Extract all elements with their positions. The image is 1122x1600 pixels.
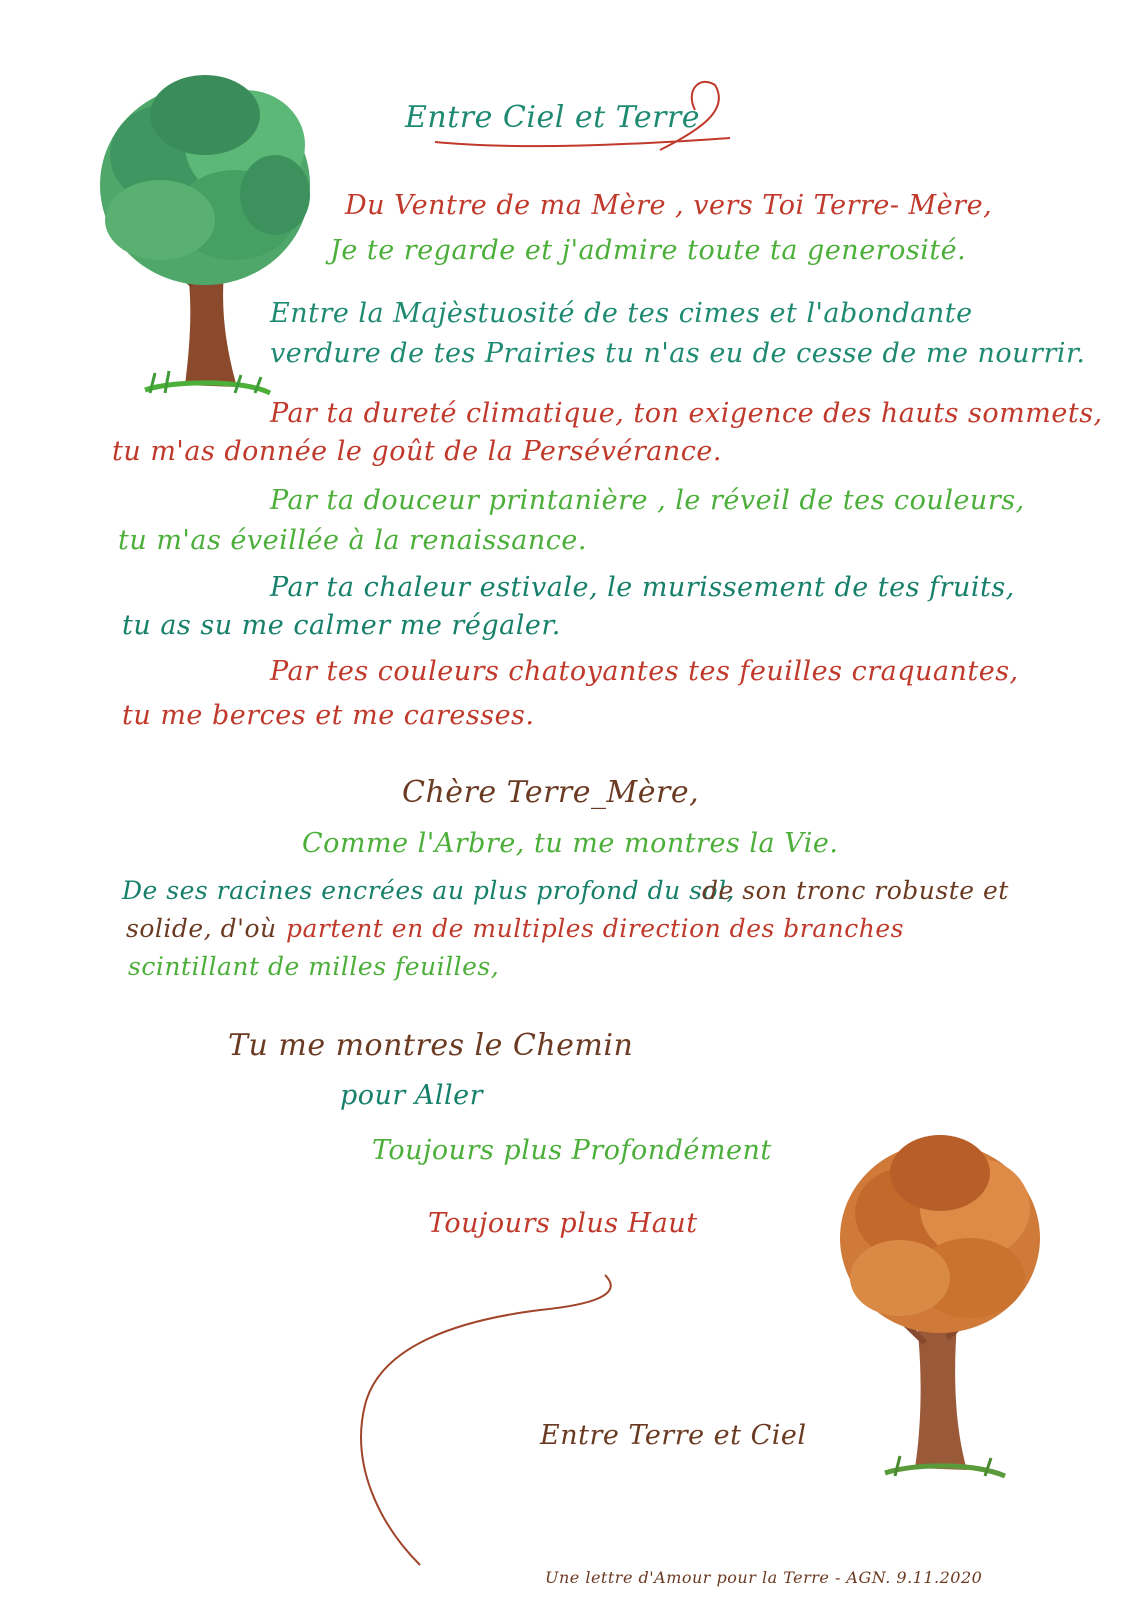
- roots-line-2b: partent en de multiples direction des branches: [286, 914, 904, 943]
- chemin-line: pour Aller: [340, 1080, 484, 1111]
- verse-line: tu as su me calmer me régaler.: [122, 610, 561, 641]
- verse-line: Par ta dureté climatique, ton exigence des hauts sommets,: [270, 398, 1103, 429]
- verse-line: Entre la Majèstuosité de tes cimes et l'abondante: [270, 298, 973, 329]
- verse-line: Je te regarde et j'admire toute ta generosité.: [330, 235, 967, 266]
- roots-line-3: scintillant de milles feuilles,: [128, 952, 500, 981]
- chemin-line: Tu me montres le Chemin: [228, 1028, 634, 1063]
- verse-line: tu me berces et me caresses.: [122, 700, 535, 731]
- verse-line: Par ta douceur printanière , le réveil de tes couleurs,: [270, 485, 1025, 516]
- arbre-line: Comme l'Arbre, tu me montres la Vie.: [302, 828, 839, 859]
- signature: Une lettre d'Amour pour la Terre - AGN. 9.11.2020: [545, 1568, 983, 1587]
- closing-line: Entre Terre et Ciel: [540, 1420, 807, 1451]
- verse-line: verdure de tes Prairies tu n'as eu de cesse de me nourrir.: [270, 338, 1086, 369]
- roots-line-1a: De ses racines encrées au plus profond du sol,: [122, 876, 735, 905]
- page-title: Entre Ciel et Terre: [405, 100, 701, 135]
- roots-line-2a: solide, d'où: [126, 914, 277, 943]
- chemin-line: Toujours plus Haut: [428, 1208, 698, 1239]
- address-line: Chère Terre_Mère,: [402, 775, 700, 810]
- verse-line: Du Ventre de ma Mère , vers Toi Terre- Mère,: [345, 190, 993, 221]
- verse-line: tu m'as éveillée à la renaissance.: [118, 525, 587, 556]
- verse-line: Par ta chaleur estivale, le murissement de tes fruits,: [270, 572, 1015, 603]
- verse-line: Par tes couleurs chatoyantes tes feuilles craquantes,: [270, 656, 1019, 687]
- verse-line: tu m'as donnée le goût de la Persévérance.: [112, 436, 722, 467]
- chemin-line: Toujours plus Profondément: [372, 1135, 772, 1166]
- roots-line-1b: de son tronc robuste et: [702, 876, 1009, 905]
- autumn-tree-icon: [825, 1118, 1055, 1488]
